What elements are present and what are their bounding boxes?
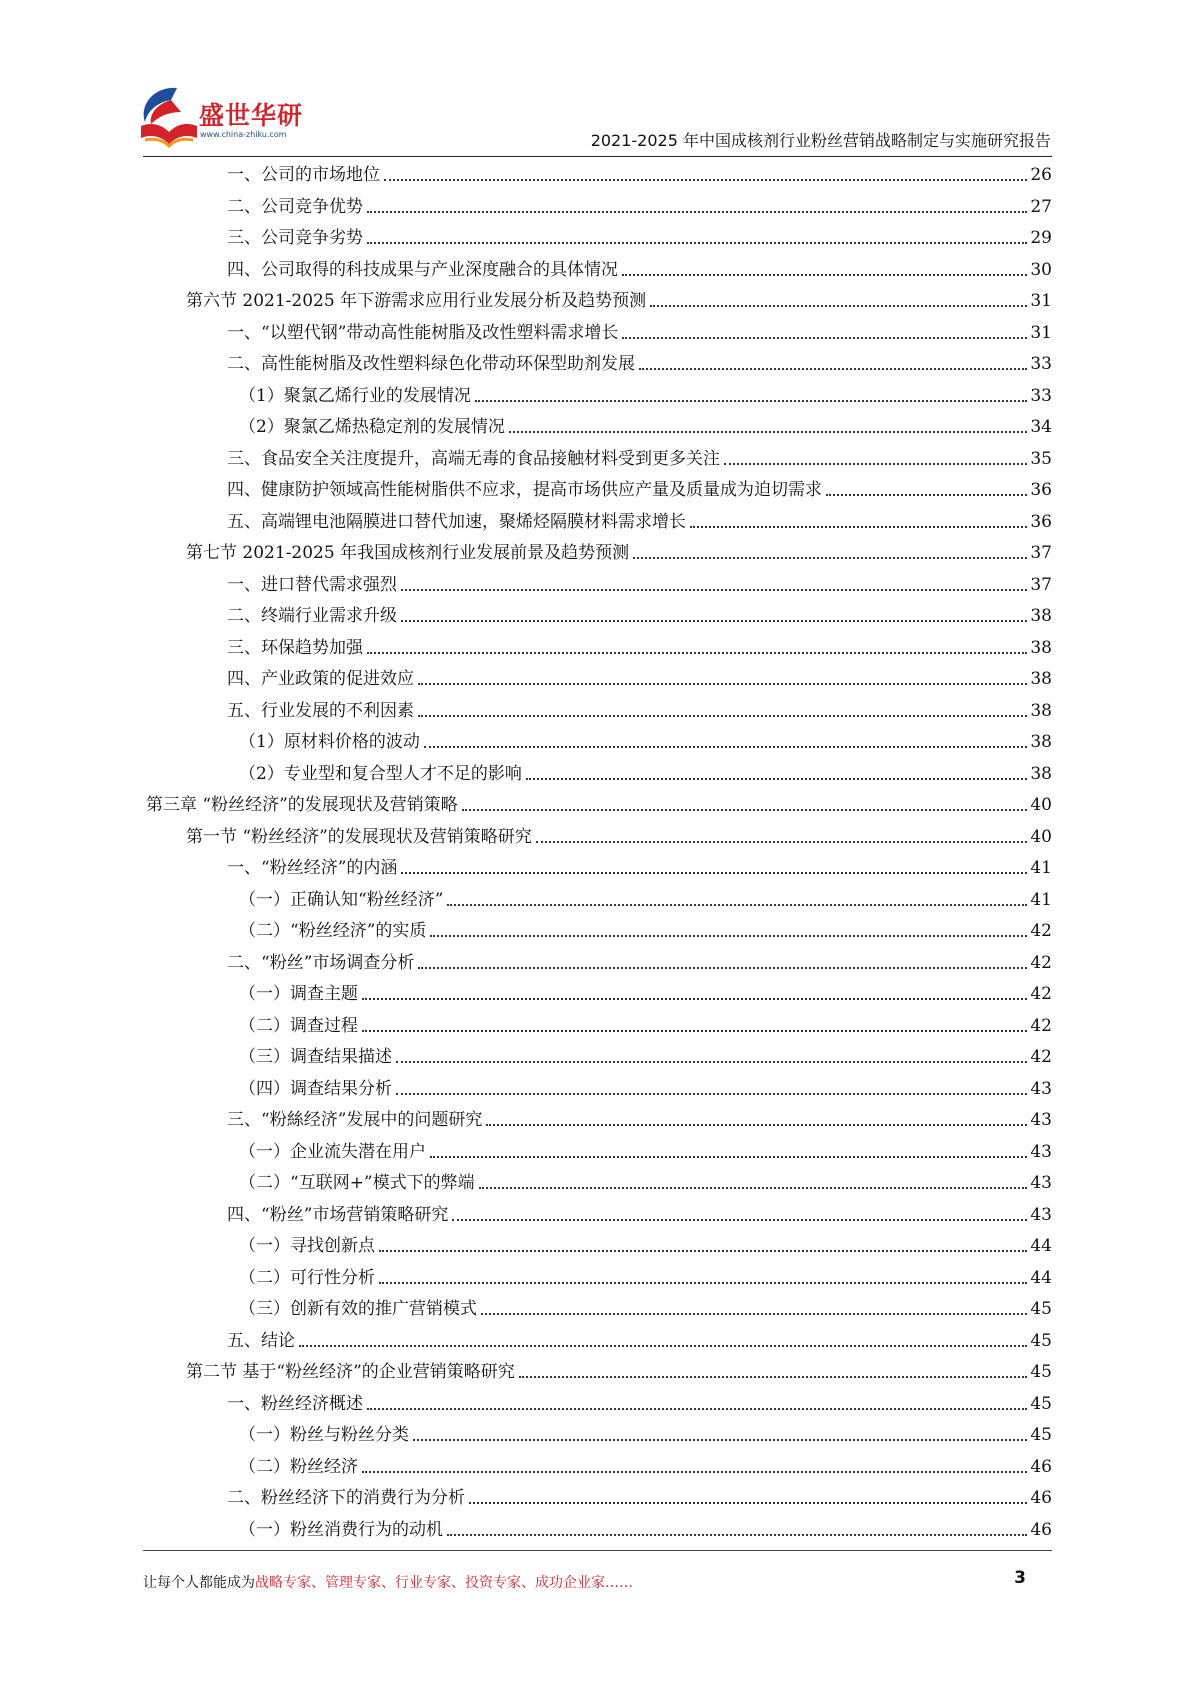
toc-leader-dots: [447, 1534, 1027, 1536]
toc-entry[interactable]: [227, 350, 1052, 378]
toc-leader-dots: [826, 494, 1027, 496]
toc-entry[interactable]: [239, 917, 1052, 945]
toc-entry-title: 第七节 2021-2025 年我国成核剂行业发展前景及趋势预测: [186, 543, 630, 563]
toc-leader-dots: [418, 715, 1027, 717]
toc-leader-dots: [509, 431, 1028, 433]
toc-entry-title: 二、公司竞争优势: [227, 197, 363, 217]
toc-entry[interactable]: [227, 1327, 1052, 1355]
toc-entry[interactable]: [227, 665, 1052, 693]
toc-entry-title: （2）专业型和复合型人才不足的影响: [239, 764, 522, 784]
toc-entry-page: 30: [1030, 260, 1052, 280]
toc-entry-title: 第六节 2021-2025 年下游需求应用行业发展分析及趋势预测: [186, 291, 647, 311]
toc-entry[interactable]: [227, 476, 1052, 504]
toc-leader-dots: [690, 526, 1027, 528]
toc-entry-title: 四、产业政策的促进效应: [227, 669, 414, 689]
toc-entry-page: 29: [1030, 228, 1052, 248]
toc-entry-title: 四、“粉丝”市场营销策略研究: [227, 1205, 449, 1225]
toc-entry-page: 42: [1030, 953, 1052, 973]
logo-emblem-icon: [137, 82, 201, 152]
toc-entry-page: 44: [1030, 1236, 1052, 1256]
toc-entry-page: 31: [1030, 291, 1052, 311]
toc-entry-title: 二、终端行业需求升级: [227, 606, 397, 626]
toc-entry-title: 二、粉丝经济下的消费行为分析: [227, 1488, 465, 1508]
toc-entry-page: 38: [1030, 701, 1052, 721]
toc-entry-page: 44: [1030, 1268, 1052, 1288]
toc-entry-page: 42: [1030, 921, 1052, 941]
toc-leader-dots: [418, 683, 1027, 685]
toc-entry[interactable]: [239, 1012, 1052, 1040]
toc-entry[interactable]: [227, 319, 1052, 347]
toc-entry-title: 三、公司竞争劣势: [227, 228, 363, 248]
toc-leader-dots: [367, 211, 1027, 213]
toc-leader-dots: [401, 872, 1027, 874]
toc-entry-page: 34: [1030, 417, 1052, 437]
toc-leader-dots: [724, 463, 1027, 465]
footer-slogan-highlight: 战略专家、管理专家、行业专家、投资专家、成功企业家……: [255, 1575, 633, 1591]
toc-entry[interactable]: [239, 382, 1052, 410]
report-title: 2021-2025 年中国成核剂行业粉丝营销战略制定与实施研究报告: [590, 131, 1051, 150]
toc-entry[interactable]: [227, 193, 1052, 221]
toc-entry[interactable]: [186, 539, 1052, 567]
toc-entry-page: 38: [1030, 764, 1052, 784]
toc-entry[interactable]: [239, 728, 1052, 756]
toc-entry-page: 26: [1030, 165, 1052, 185]
toc-entry-title: （1）原材料价格的波动: [239, 732, 420, 752]
toc-entry-page: 42: [1030, 1047, 1052, 1067]
toc-entry-title: 一、“以塑代钢”带动高性能树脂及改性塑料需求增长: [227, 323, 619, 343]
toc-leader-dots: [413, 1439, 1027, 1441]
toc-entry[interactable]: [227, 256, 1052, 284]
toc-entry-title: （一）寻找创新点: [239, 1236, 375, 1256]
toc-entry-title: 三、“粉絲经济”发展中的问题研究: [227, 1110, 483, 1130]
toc-entry-page: 43: [1030, 1110, 1052, 1130]
toc-entry-title: 四、健康防护领域高性能树脂供不应求，提高市场供应产量及质量成为迫切需求: [227, 480, 822, 500]
toc-entry[interactable]: [227, 1201, 1052, 1229]
toc-entry[interactable]: [186, 1358, 1052, 1386]
toc-entry-title: （1）聚氯乙烯行业的发展情况: [239, 386, 471, 406]
toc-leader-dots: [299, 1345, 1027, 1347]
toc-entry[interactable]: [239, 760, 1052, 788]
toc-entry-page: 33: [1030, 354, 1052, 374]
toc-leader-dots: [479, 1187, 1028, 1189]
toc-entry-page: 42: [1030, 1016, 1052, 1036]
toc-leader-dots: [396, 1093, 1027, 1095]
toc-entry-title: （二）可行性分析: [239, 1268, 375, 1288]
toc-entry-page: 45: [1030, 1299, 1052, 1319]
toc-entry[interactable]: [227, 508, 1052, 536]
toc-entry[interactable]: [227, 161, 1052, 189]
toc-entry-page: 31: [1030, 323, 1052, 343]
toc-leader-dots: [430, 1156, 1027, 1158]
toc-entry-page: 38: [1030, 638, 1052, 658]
toc-entry[interactable]: [227, 1390, 1052, 1418]
toc-entry-page: 43: [1030, 1205, 1052, 1225]
toc-entry-page: 45: [1030, 1331, 1052, 1351]
toc-entry-page: 46: [1030, 1520, 1052, 1540]
toc-entry-page: 41: [1030, 890, 1052, 910]
toc-leader-dots: [481, 1313, 1027, 1315]
toc-entry[interactable]: [239, 1295, 1052, 1323]
toc-leader-dots: [384, 179, 1027, 181]
logo-url: www.china-zhiku.com: [200, 130, 287, 139]
toc-entry[interactable]: [239, 1264, 1052, 1292]
toc-entry[interactable]: [239, 980, 1052, 1008]
toc-leader-dots: [430, 935, 1027, 937]
toc-leader-dots: [622, 274, 1027, 276]
toc-entry-title: 二、“粉丝”市场调查分析: [227, 953, 415, 973]
toc-entry-title: （2）聚氯乙烯热稳定剂的发展情况: [239, 417, 505, 437]
toc-entry-title: （二）调查过程: [239, 1016, 358, 1036]
toc-entry-page: 36: [1030, 480, 1052, 500]
toc-entry-page: 27: [1030, 197, 1052, 217]
toc-entry[interactable]: [239, 1138, 1052, 1166]
toc-leader-dots: [462, 809, 1028, 811]
footer-slogan: [143, 1572, 633, 1592]
toc-entry-page: 45: [1030, 1362, 1052, 1382]
toc-entry-title: （三）调查结果描述: [239, 1047, 392, 1067]
toc-leader-dots: [379, 1282, 1027, 1284]
toc-entry-title: （一）正确认知“粉丝经济”: [239, 890, 444, 910]
toc-entry-title: 第三章 “粉丝经济”的发展现状及营销策略: [146, 795, 458, 815]
toc-entry[interactable]: [227, 1484, 1052, 1512]
toc-entry[interactable]: [227, 445, 1052, 473]
toc-entry-page: 37: [1030, 543, 1052, 563]
toc-entry[interactable]: [227, 949, 1052, 977]
toc-entry-title: 三、食品安全关注度提升，高端无毒的食品接触材料受到更多关注: [227, 449, 720, 469]
toc-entry-title: （二）粉丝经济: [239, 1457, 358, 1477]
toc-entry-title: （二）“互联网+”模式下的弊端: [239, 1173, 475, 1193]
toc-entry[interactable]: [239, 1043, 1052, 1071]
toc-leader-dots: [379, 1250, 1027, 1252]
toc-entry-page: 46: [1030, 1457, 1052, 1477]
toc-entry-title: （二）“粉丝经济”的实质: [239, 921, 427, 941]
toc-entry-title: （一）调查主题: [239, 984, 358, 1004]
toc-leader-dots: [367, 652, 1027, 654]
toc-entry-page: 40: [1030, 827, 1052, 847]
toc-entry-page: 38: [1030, 669, 1052, 689]
toc-leader-dots: [362, 998, 1027, 1000]
toc-entry-title: （一）粉丝消费行为的动机: [239, 1520, 443, 1540]
toc-entry-page: 46: [1030, 1488, 1052, 1508]
toc-entry[interactable]: [227, 571, 1052, 599]
toc-leader-dots: [362, 1471, 1027, 1473]
toc-leader-dots: [396, 1061, 1027, 1063]
toc-entry-title: 一、粉丝经济概述: [227, 1394, 363, 1414]
toc-entry[interactable]: [239, 1169, 1052, 1197]
toc-entry-title: 第一节 “粉丝经济”的发展现状及营销策略研究: [186, 827, 532, 847]
toc-entry[interactable]: [239, 1075, 1052, 1103]
toc-leader-dots: [367, 242, 1027, 244]
toc-leader-dots: [424, 746, 1028, 748]
toc-leader-dots: [633, 557, 1027, 559]
page-number: 3: [1014, 1568, 1026, 1588]
footer-slogan-prefix: 让每个人都能成为: [143, 1575, 255, 1591]
toc-entry-title: 一、进口替代需求强烈: [227, 575, 397, 595]
toc-entry-page: 43: [1030, 1142, 1052, 1162]
toc-entry-title: 五、行业发展的不利因素: [227, 701, 414, 721]
toc-entry-title: （一）企业流失潜在用户: [239, 1142, 426, 1162]
toc-entry-page: 35: [1030, 449, 1052, 469]
footer-divider: [143, 1550, 1052, 1551]
toc-entry[interactable]: [239, 1232, 1052, 1260]
toc-entry-page: 43: [1030, 1079, 1052, 1099]
toc-entry-title: （三）创新有效的推广营销模式: [239, 1299, 477, 1319]
toc-entry-title: 四、公司取得的科技成果与产业深度融合的具体情况: [227, 260, 618, 280]
toc-entry-title: 五、结论: [227, 1331, 295, 1351]
toc-leader-dots: [447, 904, 1027, 906]
toc-leader-dots: [622, 337, 1027, 339]
toc-entry[interactable]: [227, 854, 1052, 882]
toc-entry-page: 41: [1030, 858, 1052, 878]
toc-entry-title: （四）调查结果分析: [239, 1079, 392, 1099]
toc-leader-dots: [367, 1408, 1027, 1410]
toc-leader-dots: [452, 1219, 1027, 1221]
toc-entry-page: 40: [1030, 795, 1052, 815]
toc-leader-dots: [469, 1502, 1027, 1504]
toc-entry-page: 43: [1030, 1173, 1052, 1193]
toc-entry[interactable]: [227, 224, 1052, 252]
toc-leader-dots: [486, 1124, 1027, 1126]
toc-entry-page: 36: [1030, 512, 1052, 532]
toc-entry[interactable]: [146, 791, 1052, 819]
toc-leader-dots: [401, 589, 1027, 591]
toc-entry[interactable]: [239, 1421, 1052, 1449]
toc-entry-title: 一、公司的市场地位: [227, 165, 380, 185]
toc-entry-page: 42: [1030, 984, 1052, 1004]
toc-entry-title: （一）粉丝与粉丝分类: [239, 1425, 409, 1445]
toc-entry-title: 五、高端锂电池隔膜进口替代加速，聚烯烃隔膜材料需求增长: [227, 512, 686, 532]
toc-entry[interactable]: [239, 413, 1052, 441]
logo-name: 盛世华研: [199, 101, 304, 130]
toc-leader-dots: [650, 305, 1027, 307]
toc-leader-dots: [639, 368, 1027, 370]
toc-entry-page: 37: [1030, 575, 1052, 595]
toc-entry[interactable]: [239, 1516, 1052, 1544]
toc-entry-page: 38: [1030, 606, 1052, 626]
header-divider: [143, 156, 1052, 157]
toc-entry[interactable]: [186, 287, 1052, 315]
toc-entry-page: 33: [1030, 386, 1052, 406]
toc-leader-dots: [362, 1030, 1027, 1032]
toc-entry[interactable]: [186, 823, 1052, 851]
company-logo: [137, 82, 327, 152]
toc-entry[interactable]: [239, 1453, 1052, 1481]
toc-entry-title: 二、高性能树脂及改性塑料绿色化带动环保型助剂发展: [227, 354, 635, 374]
toc-entry[interactable]: [227, 1106, 1052, 1134]
toc-leader-dots: [536, 841, 1028, 843]
toc-entry[interactable]: [227, 634, 1052, 662]
toc-entry[interactable]: [227, 697, 1052, 725]
toc-entry-title: 一、“粉丝经济”的内涵: [227, 858, 398, 878]
toc-entry-title: 第二节 基于“粉丝经济”的企业营销策略研究: [186, 1362, 515, 1382]
toc-entry-title: 三、环保趋势加强: [227, 638, 363, 658]
toc-entry[interactable]: [227, 602, 1052, 630]
toc-entry-page: 45: [1030, 1394, 1052, 1414]
toc-leader-dots: [418, 967, 1027, 969]
toc-entry-page: 45: [1030, 1425, 1052, 1445]
toc-entry[interactable]: [239, 886, 1052, 914]
toc-leader-dots: [519, 1376, 1028, 1378]
toc-leader-dots: [475, 400, 1028, 402]
toc-leader-dots: [526, 778, 1028, 780]
toc-leader-dots: [401, 620, 1027, 622]
toc-entry-page: 38: [1030, 732, 1052, 752]
